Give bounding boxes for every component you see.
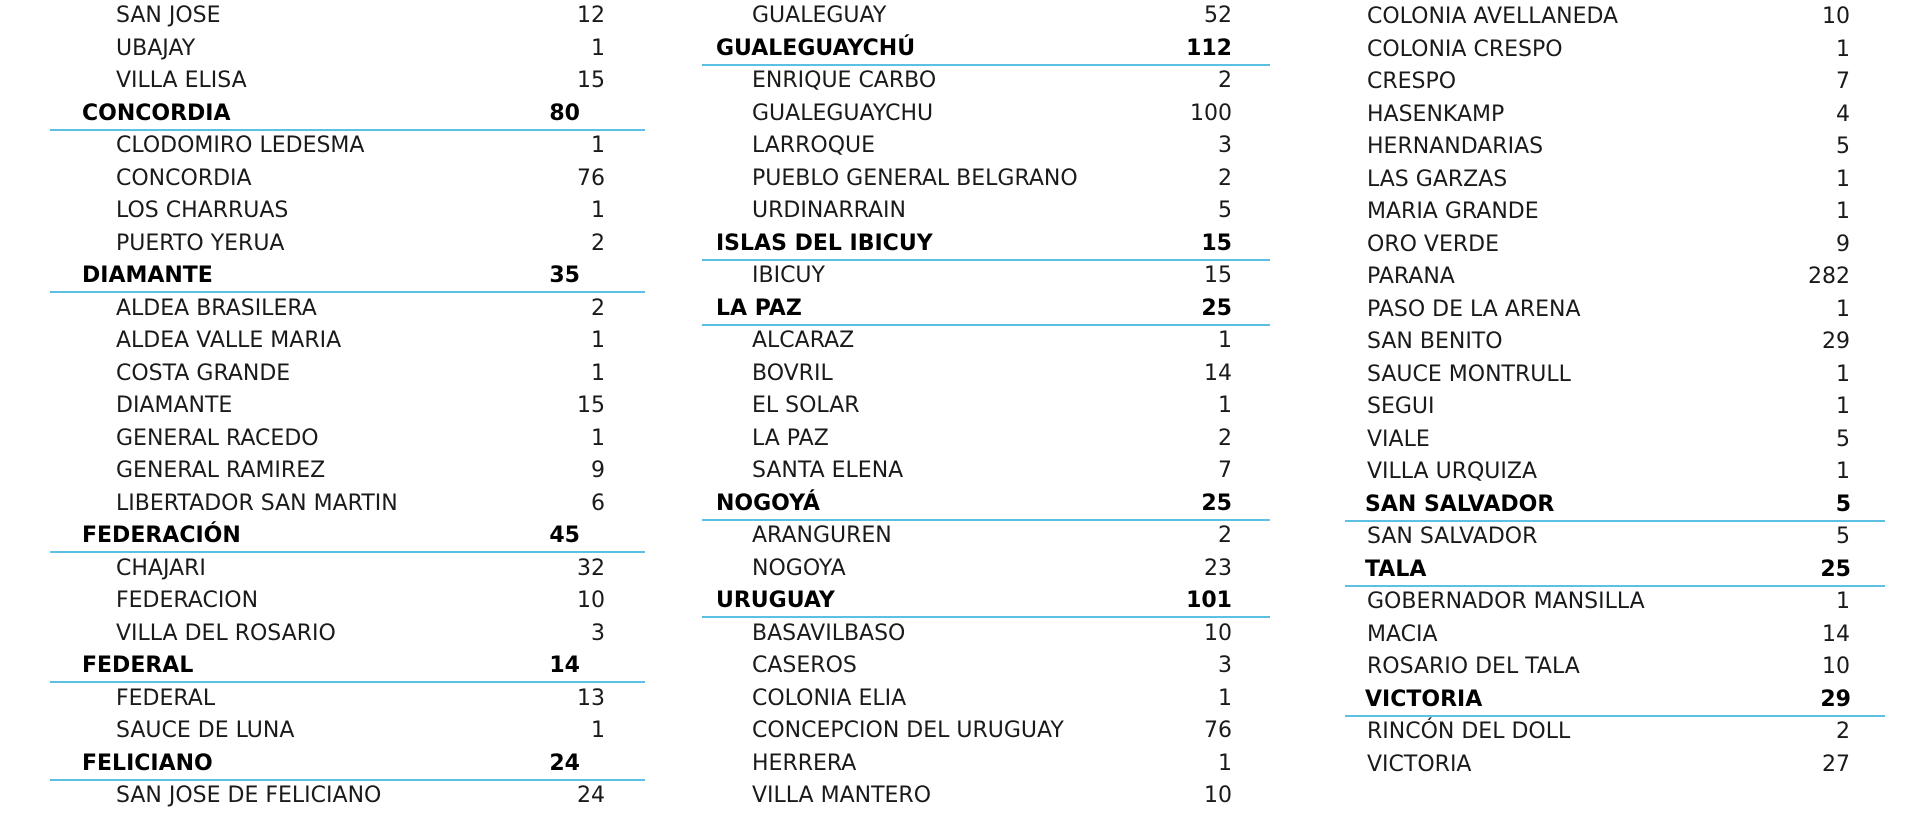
locality-count: 2: [591, 230, 605, 256]
locality-count: 32: [577, 555, 605, 581]
locality-count: 24: [577, 783, 605, 808]
department-header: [50, 650, 645, 682]
locality-row: [1345, 196, 1885, 228]
locality-row: [90, 455, 630, 487]
locality-row: [1345, 164, 1885, 196]
locality-count: 5: [1218, 198, 1232, 223]
locality-row: [90, 325, 630, 357]
department-total: 45: [549, 523, 580, 548]
locality-row: [728, 0, 1258, 32]
locality-name: CHAJARI: [116, 555, 206, 581]
locality-row: [90, 553, 630, 585]
locality-count: 7: [1836, 69, 1850, 94]
locality-count: 1: [1218, 328, 1232, 353]
locality-name: VIALE: [1367, 426, 1430, 452]
department-header: [702, 585, 1270, 617]
locality-name: SAN SALVADOR: [1367, 524, 1538, 549]
locality-name: FEDERAL: [116, 685, 216, 711]
department-total: 24: [549, 750, 580, 776]
locality-row: [90, 65, 630, 97]
locality-count: 1: [1218, 685, 1232, 711]
locality-name: PUERTO YERUA: [116, 230, 285, 256]
locality-name: COLONIA ELIA: [752, 685, 907, 711]
locality-name: SAN BENITO: [1367, 329, 1503, 354]
locality-name: ENRIQUE CARBO: [752, 68, 937, 93]
locality-row: [1345, 749, 1885, 781]
locality-name: HERNANDARIAS: [1367, 134, 1544, 159]
locality-name: CASEROS: [752, 653, 857, 678]
locality-name: IBICUY: [752, 263, 825, 288]
locality-row: [1345, 131, 1885, 163]
locality-row: [90, 0, 630, 32]
department-total: 112: [1186, 35, 1232, 61]
department-total: 101: [1186, 588, 1232, 613]
locality-count: 15: [1204, 263, 1232, 288]
locality-row: [1345, 66, 1885, 98]
locality-row: [90, 228, 630, 260]
locality-row: [1345, 391, 1885, 423]
locality-name: GENERAL RACEDO: [116, 425, 319, 451]
locality-row: [728, 65, 1258, 97]
locality-row: [90, 423, 630, 455]
department-total: 15: [1201, 230, 1232, 256]
locality-row: [728, 618, 1258, 650]
locality-row: [1345, 651, 1885, 683]
department-header: [702, 488, 1270, 520]
locality-row: [728, 423, 1258, 455]
department-name: SAN SALVADOR: [1365, 491, 1555, 517]
department-name: VICTORIA: [1365, 686, 1483, 712]
locality-row: [728, 325, 1258, 357]
locality-name: GUALEGUAYCHU: [752, 100, 934, 126]
locality-count: 1: [591, 425, 605, 451]
locality-name: ALCARAZ: [752, 328, 855, 353]
locality-name: CONCORDIA: [116, 165, 252, 191]
locality-count: 2: [1218, 165, 1232, 191]
locality-row: [1345, 619, 1885, 651]
locality-name: VILLA ELISA: [116, 68, 247, 93]
locality-name: COLONIA CRESPO: [1367, 36, 1563, 62]
locality-row: [728, 683, 1258, 715]
locality-row: [90, 358, 630, 390]
locality-row: [1345, 229, 1885, 261]
locality-count: 2: [591, 295, 605, 321]
department-name: NOGOYÁ: [716, 490, 820, 516]
department-total: 14: [549, 653, 580, 678]
locality-count: 1: [591, 198, 605, 223]
locality-count: 23: [1204, 555, 1232, 581]
locality-row: [1345, 521, 1885, 553]
locality-name: COLONIA AVELLANEDA: [1367, 4, 1619, 29]
locality-count: 1: [591, 35, 605, 61]
locality-count: 12: [577, 3, 605, 28]
locality-row: [90, 488, 630, 520]
locality-name: BOVRIL: [752, 360, 833, 386]
department-header: [702, 228, 1270, 260]
department-header: [50, 260, 645, 292]
locality-count: 10: [1822, 654, 1850, 679]
locality-name: ARANGUREN: [752, 523, 892, 548]
locality-count: 3: [1218, 653, 1232, 678]
locality-row: [1345, 1, 1885, 33]
locality-row: [728, 748, 1258, 780]
locality-name: SAN JOSE DE FELICIANO: [116, 783, 382, 808]
locality-row: [1345, 261, 1885, 293]
locality-row: [1345, 359, 1885, 391]
department-total: 80: [549, 100, 580, 126]
department-total: 25: [1201, 490, 1232, 516]
locality-name: UBAJAY: [116, 35, 196, 61]
locality-name: GENERAL RAMIREZ: [116, 458, 326, 483]
locality-count: 1: [1836, 589, 1850, 614]
locality-count: 15: [577, 393, 605, 418]
locality-name: VILLA DEL ROSARIO: [116, 620, 336, 646]
locality-name: SAN JOSE: [116, 3, 221, 28]
locality-count: 1: [591, 360, 605, 386]
department-name: FELICIANO: [82, 750, 213, 776]
locality-name: COSTA GRANDE: [116, 360, 291, 386]
locality-count: 100: [1190, 100, 1232, 126]
locality-name: HASENKAMP: [1367, 101, 1505, 127]
locality-name: EL SOLAR: [752, 393, 860, 418]
locality-row: [728, 455, 1258, 487]
department-total: 29: [1820, 686, 1851, 712]
locality-count: 5: [1836, 426, 1850, 452]
locality-count: 76: [1204, 718, 1232, 743]
locality-count: 2: [1836, 719, 1850, 744]
locality-row: [728, 520, 1258, 552]
locality-name: ORO VERDE: [1367, 231, 1499, 257]
locality-row: [1345, 34, 1885, 66]
locality-row: [728, 553, 1258, 585]
department-header: [702, 293, 1270, 325]
locality-row: [1345, 716, 1885, 748]
locality-name: FEDERACION: [116, 588, 259, 613]
department-header: [1345, 554, 1885, 586]
locality-row: [1345, 294, 1885, 326]
department-header: [702, 33, 1270, 65]
department-name: FEDERAL: [82, 653, 194, 678]
locality-count: 1: [591, 133, 605, 158]
locality-count: 27: [1822, 751, 1850, 777]
locality-name: VICTORIA: [1367, 751, 1472, 777]
locality-name: VILLA MANTERO: [752, 783, 932, 808]
locality-name: PUEBLO GENERAL BELGRANO: [752, 165, 1078, 191]
locality-count: 1: [591, 328, 605, 353]
locality-count: 15: [577, 68, 605, 93]
locality-name: URDINARRAIN: [752, 198, 906, 223]
locality-count: 10: [577, 588, 605, 613]
locality-name: PARANA: [1367, 264, 1455, 289]
locality-count: 14: [1822, 621, 1850, 647]
locality-name: MACIA: [1367, 621, 1438, 647]
locality-name: NOGOYA: [752, 555, 846, 581]
department-name: TALA: [1365, 556, 1427, 582]
locality-count: 10: [1822, 4, 1850, 29]
locality-row: [90, 163, 630, 195]
locality-name: BASAVILBASO: [752, 620, 906, 646]
locality-row: [90, 780, 630, 812]
department-name: URUGUAY: [716, 588, 835, 613]
department-name: LA PAZ: [716, 295, 802, 321]
locality-count: 1: [1836, 459, 1850, 484]
locality-count: 2: [1218, 523, 1232, 548]
locality-count: 52: [1204, 3, 1232, 28]
department-name: ISLAS DEL IBICUY: [716, 230, 933, 256]
locality-count: 2: [1218, 68, 1232, 93]
locality-row: [1345, 781, 1885, 813]
locality-name: LIBERTADOR SAN MARTIN: [116, 490, 398, 516]
locality-count: 10: [1204, 620, 1232, 646]
locality-row: [90, 683, 630, 715]
department-name: GUALEGUAYCHÚ: [716, 35, 916, 61]
locality-row: [728, 650, 1258, 682]
department-total: 5: [1835, 491, 1851, 517]
locality-count: 10: [1204, 783, 1232, 808]
locality-name: RINCÓN DEL DOLL: [1367, 719, 1571, 744]
locality-name: HERRERA: [752, 750, 857, 776]
locality-name: ALDEA BRASILERA: [116, 295, 317, 321]
locality-count: 9: [1836, 231, 1850, 257]
department-name: FEDERACIÓN: [82, 523, 241, 548]
locality-row: [1345, 586, 1885, 618]
locality-count: 6: [591, 490, 605, 516]
locality-count: 14: [1204, 360, 1232, 386]
locality-count: 1: [1836, 166, 1850, 192]
locality-count: 3: [1218, 133, 1232, 158]
locality-count: 29: [1822, 329, 1850, 354]
locality-name: LARROQUE: [752, 133, 876, 158]
locality-row: [728, 780, 1258, 812]
locality-row: [90, 293, 630, 325]
locality-name: MARIA GRANDE: [1367, 199, 1539, 224]
locality-row: [728, 98, 1258, 130]
locality-count: 1: [591, 718, 605, 743]
locality-count: 7: [1218, 458, 1232, 483]
locality-row: [90, 715, 630, 747]
locality-name: CLODOMIRO LEDESMA: [116, 133, 365, 158]
locality-name: CONCEPCION DEL URUGUAY: [752, 718, 1064, 743]
locality-count: 1: [1218, 750, 1232, 776]
locality-count: 282: [1808, 264, 1850, 289]
locality-count: 5: [1836, 134, 1850, 159]
locality-name: ALDEA VALLE MARIA: [116, 328, 342, 353]
locality-name: GOBERNADOR MANSILLA: [1367, 589, 1645, 614]
locality-row: [1345, 456, 1885, 488]
locality-row: [728, 715, 1258, 747]
locality-name: VILLA URQUIZA: [1367, 459, 1538, 484]
locality-row: [90, 618, 630, 650]
locality-row: [728, 163, 1258, 195]
department-total: 25: [1820, 556, 1851, 582]
locality-row: [1345, 99, 1885, 131]
locality-count: 1: [1836, 394, 1850, 419]
locality-count: 1: [1836, 361, 1850, 387]
department-header: [50, 748, 645, 780]
department-header: [50, 98, 645, 130]
locality-name: SAUCE MONTRULL: [1367, 361, 1571, 387]
locality-name: GUALEGUAY: [752, 3, 887, 28]
department-header: [1345, 489, 1885, 521]
department-total: 35: [549, 263, 580, 288]
locality-count: 76: [577, 165, 605, 191]
locality-count: 2: [1218, 425, 1232, 451]
locality-name: DIAMANTE: [116, 393, 233, 418]
locality-row: [90, 33, 630, 65]
locality-row: [728, 358, 1258, 390]
locality-name: ROSARIO DEL TALA: [1367, 654, 1580, 679]
locality-name: LA PAZ: [752, 425, 829, 451]
locality-name: SAUCE DE LUNA: [116, 718, 295, 743]
department-header: [1345, 684, 1885, 716]
locality-row: [1345, 424, 1885, 456]
locality-count: 13: [577, 685, 605, 711]
locality-row: [90, 130, 630, 162]
locality-row: [90, 390, 630, 422]
department-name: CONCORDIA: [82, 100, 231, 126]
locality-row: [90, 195, 630, 227]
locality-row: [728, 195, 1258, 227]
locality-count: 1: [1836, 199, 1850, 224]
locality-name: SANTA ELENA: [752, 458, 904, 483]
locality-name: PASO DE LA ARENA: [1367, 296, 1581, 322]
locality-name: CRESPO: [1367, 69, 1457, 94]
locality-name: LOS CHARRUAS: [116, 198, 289, 223]
locality-count: 1: [1836, 296, 1850, 322]
department-header: [50, 520, 645, 552]
locality-row: [728, 390, 1258, 422]
locality-name: SEGUI: [1367, 394, 1435, 419]
department-name: DIAMANTE: [82, 263, 213, 288]
locality-count: 1: [1836, 36, 1850, 62]
locality-count: 5: [1836, 524, 1850, 549]
department-total: 25: [1201, 295, 1232, 321]
locality-row: [90, 585, 630, 617]
locality-row: [728, 130, 1258, 162]
locality-row: [1345, 326, 1885, 358]
locality-count: 9: [591, 458, 605, 483]
locality-count: 4: [1836, 101, 1850, 127]
locality-row: [728, 260, 1258, 292]
locality-count: 1: [1218, 393, 1232, 418]
locality-name: LAS GARZAS: [1367, 166, 1508, 192]
locality-count: 3: [591, 620, 605, 646]
